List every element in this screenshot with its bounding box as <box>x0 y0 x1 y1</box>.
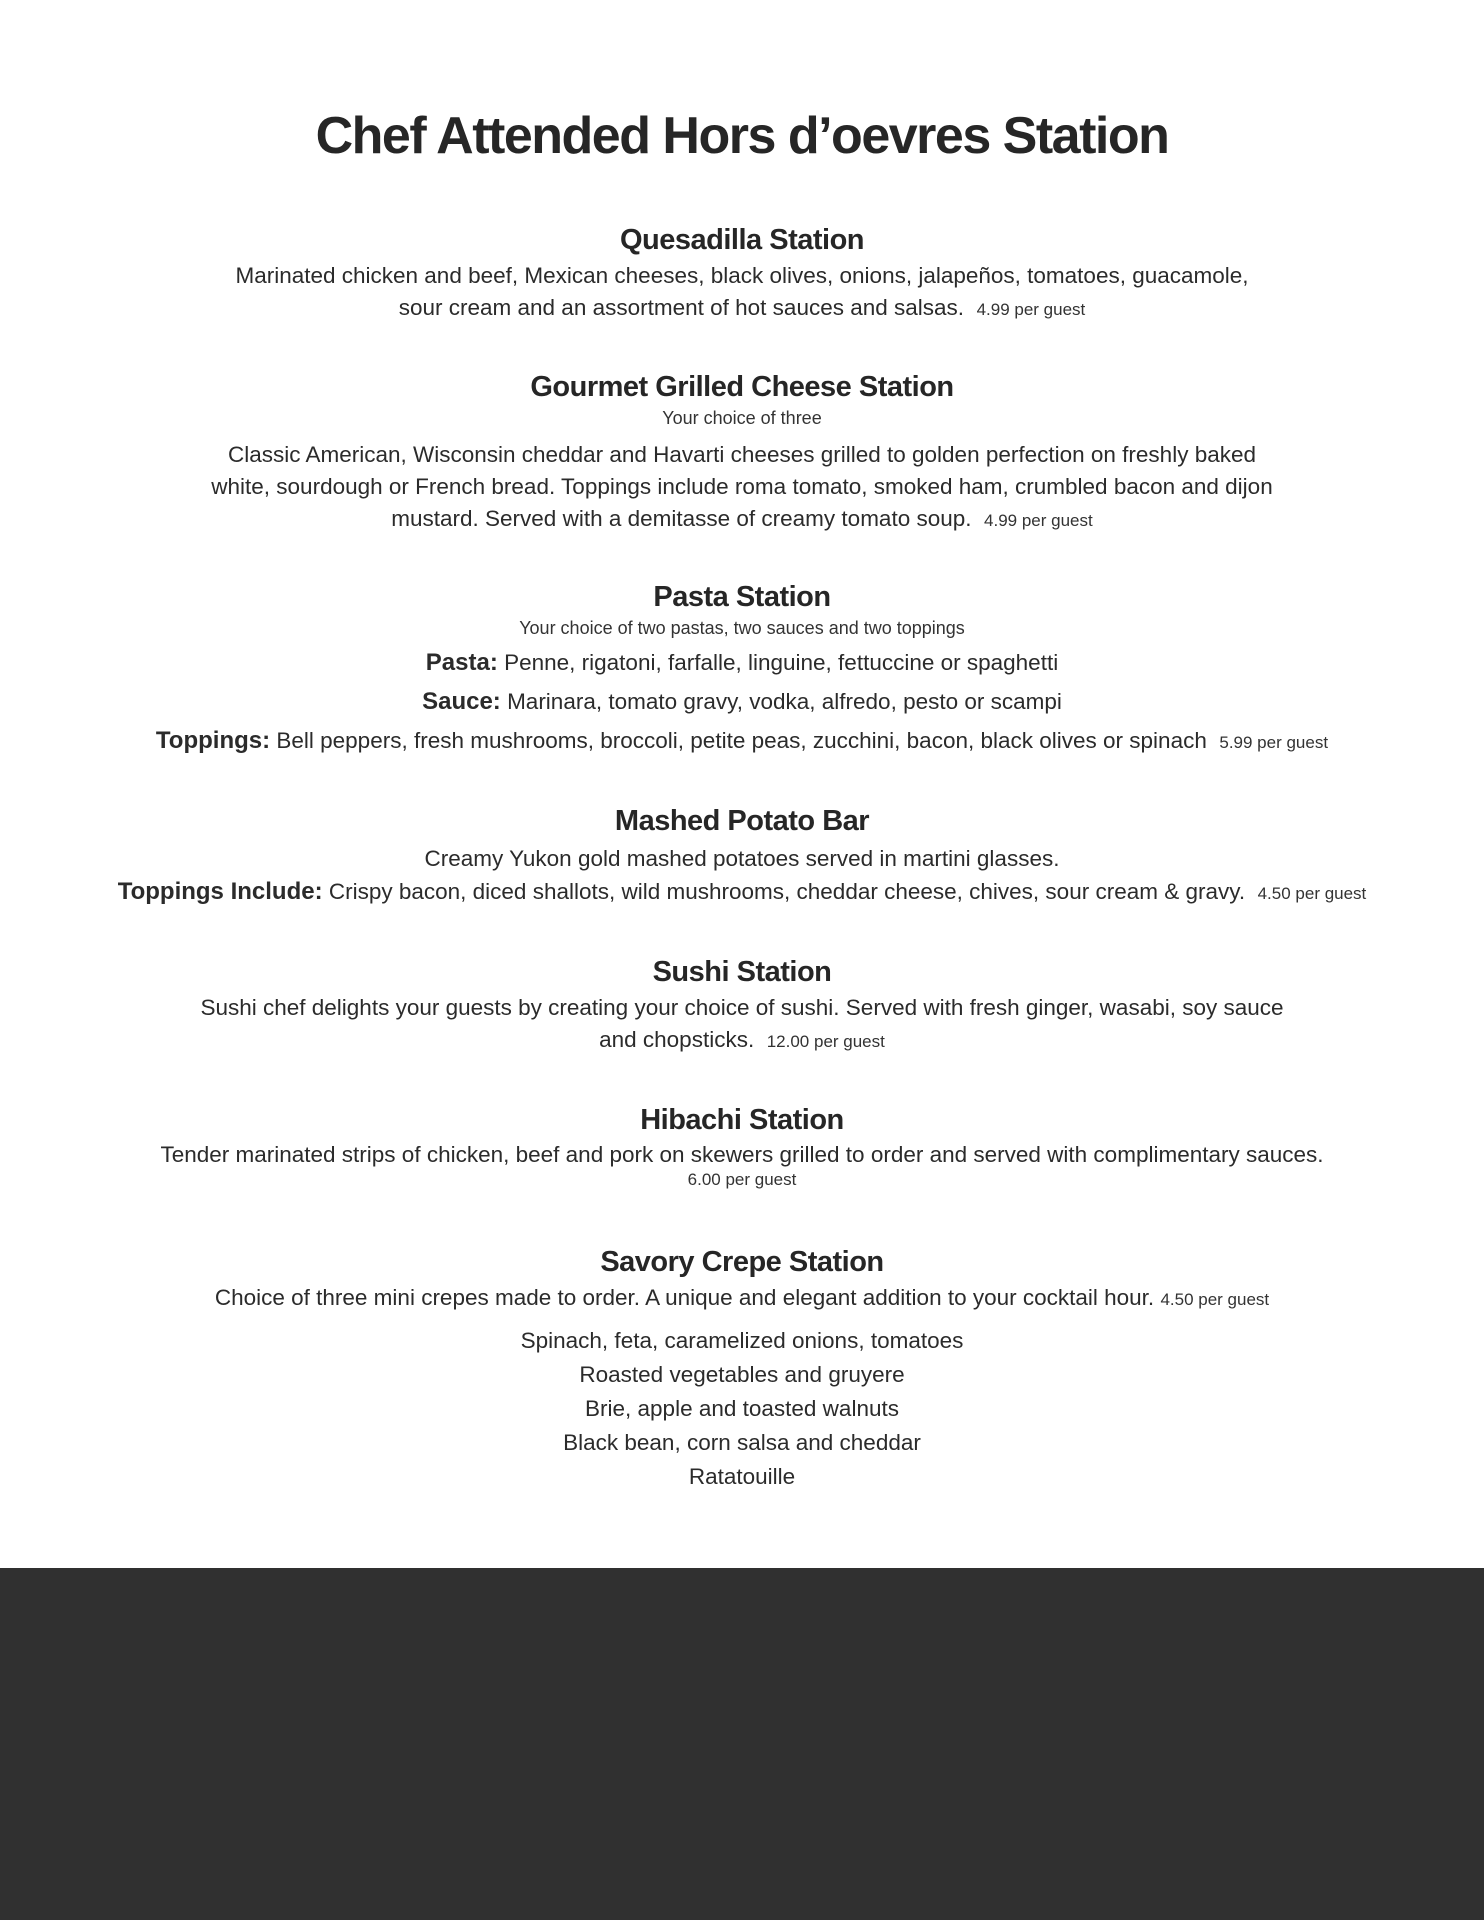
mashed-potato-description: Creamy Yukon gold mashed potatoes served in martini glasses. <box>424 846 1060 871</box>
grilled-cheese-price: 4.99 per guest <box>984 511 1093 530</box>
sushi-price: 12.00 per guest <box>766 1032 885 1051</box>
quesadilla-desc-line2 <box>0 292 1484 326</box>
sushi-desc-line2 <box>0 1024 1484 1058</box>
mashed-potato-title: Mashed Potato Bar <box>614 805 870 837</box>
crepe-option: Brie, apple and toasted walnuts <box>585 1396 899 1421</box>
grilled-cheese-title: Gourmet Grilled Cheese Station <box>530 371 954 403</box>
mashed-potato-toppings <box>0 875 1484 911</box>
sushi-desc-line1: Sushi chef delights your guests by creating your choice of sushi. Served with fresh ginger, wasabi, soy sauce <box>200 995 1284 1020</box>
pasta-toppings-label: Toppings: <box>155 727 271 754</box>
sauce-options-text: Marinara, tomato gravy, vodka, alfredo, pesto or scampi <box>507 689 1062 714</box>
sushi-description <box>0 992 1484 1058</box>
sushi-title: Sushi Station <box>652 956 832 988</box>
pasta-options <box>0 643 1484 682</box>
grilled-cheese-desc-line3-text: mustard. Served with a demitasse of creamy tomato soup. <box>391 506 972 531</box>
pasta-toppings <box>0 721 1484 762</box>
sauce-options <box>0 682 1484 721</box>
pasta-options-text: Penne, rigatoni, farfalle, linguine, fettuccine or spaghetti <box>504 650 1059 675</box>
crepe-price: 4.50 per guest <box>1160 1290 1270 1309</box>
sauce-label: Sauce: <box>422 688 501 715</box>
pasta-label: Pasta: <box>425 649 498 676</box>
quesadilla-section <box>0 222 1484 326</box>
page-title: Chef Attended Hors d’oevres Station <box>315 107 1169 165</box>
crepe-option: Black bean, corn salsa and cheddar <box>563 1430 921 1455</box>
pasta-note: Your choice of two pastas, two sauces and two toppings <box>519 618 965 638</box>
hibachi-price: 6.00 per guest <box>687 1170 797 1189</box>
grilled-cheese-section <box>0 369 1484 537</box>
pasta-price: 5.99 per guest <box>1219 733 1329 752</box>
sushi-desc-line2-text: and chopsticks. <box>599 1027 755 1052</box>
footer-band <box>0 1568 1484 1920</box>
hibachi-description: Tender marinated strips of chicken, beef and pork on skewers grilled to order and served with complimentary sauces. <box>160 1142 1324 1167</box>
pasta-title: Pasta Station <box>653 581 831 613</box>
grilled-cheese-desc-line1: Classic American, Wisconsin cheddar and Havarti cheeses grilled to golden perfection on freshly baked <box>227 442 1257 467</box>
grilled-cheese-note: Your choice of three <box>662 408 822 428</box>
mashed-potato-toppings-label: Toppings Include: <box>117 878 323 905</box>
crepe-desc-text: Choice of three mini crepes made to order. A unique and elegant addition to your cocktail hour. <box>214 1285 1155 1310</box>
mashed-potato-toppings-text: Crispy bacon, diced shallots, wild mushrooms, cheddar cheese, chives, sour cream & gravy. <box>328 879 1246 904</box>
hibachi-title: Hibachi Station <box>640 1104 844 1136</box>
grilled-cheese-description <box>0 439 1484 537</box>
crepe-option: Roasted vegetables and gruyere <box>579 1362 905 1387</box>
quesadilla-desc-line2-text: sour cream and an assortment of hot sauces and salsas. <box>398 295 965 320</box>
crepe-option: Spinach, feta, caramelized onions, tomatoes <box>520 1328 964 1353</box>
pasta-toppings-text: Bell peppers, fresh mushrooms, broccoli, petite peas, zucchini, bacon, black olives or spinach <box>276 728 1207 753</box>
crepe-option: Ratatouille <box>688 1464 796 1489</box>
hibachi-section <box>0 1102 1484 1190</box>
crepe-section <box>0 1244 1484 1494</box>
crepe-title: Savory Crepe Station <box>600 1246 884 1278</box>
quesadilla-price: 4.99 per guest <box>976 300 1086 319</box>
mashed-potato-section <box>0 803 1484 911</box>
quesadilla-title: Quesadilla Station <box>620 224 864 256</box>
quesadilla-description <box>0 260 1484 326</box>
quesadilla-desc-line1: Marinated chicken and beef, Mexican cheeses, black olives, onions, jalapeños, tomatoes, guacamole, <box>235 263 1249 288</box>
grilled-cheese-desc-line2: white, sourdough or French bread. Toppings include roma tomato, smoked ham, crumbled bacon and dijon <box>211 474 1273 499</box>
crepe-description <box>0 1282 1484 1316</box>
mashed-potato-price: 4.50 per guest <box>1257 884 1367 903</box>
sushi-section <box>0 954 1484 1058</box>
grilled-cheese-desc-line3 <box>0 503 1484 537</box>
pasta-section <box>0 579 1484 762</box>
crepe-options-list <box>0 1324 1484 1494</box>
